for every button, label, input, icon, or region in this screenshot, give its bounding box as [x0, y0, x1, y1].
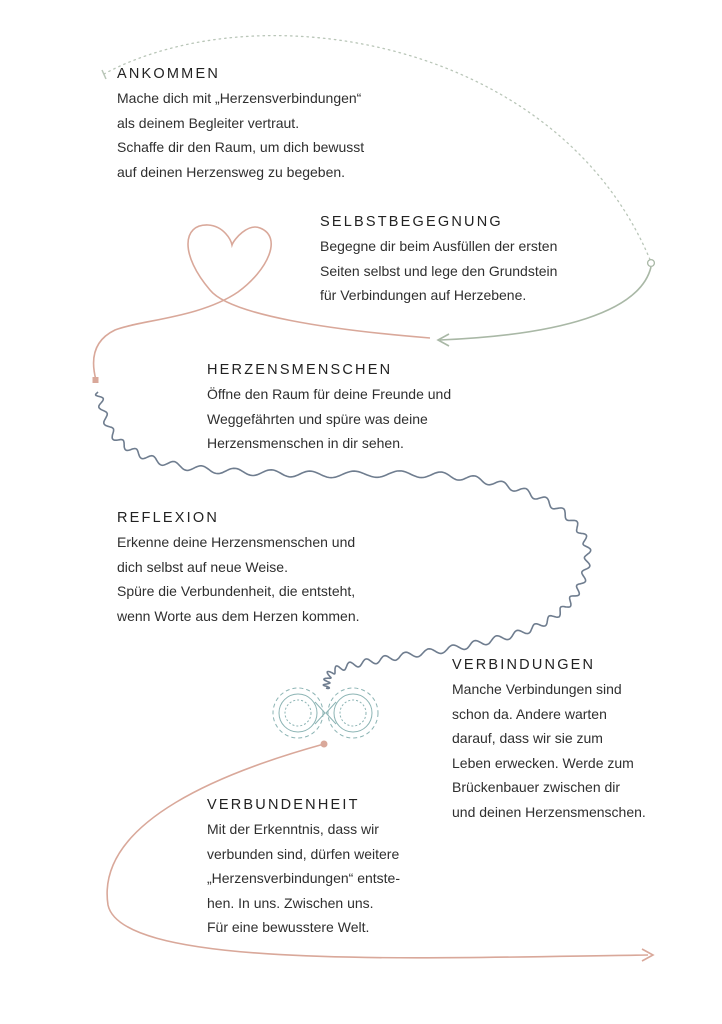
section-text-line: Erkenne deine Herzensmenschen und [117, 534, 356, 550]
section-text-line: Schaffe dir den Raum, um dich bewusst [117, 139, 365, 155]
section-text-line: Weggefährten und spüre was deine [207, 410, 428, 427]
section-text-line: hen. In uns. Zwischen uns. [207, 894, 374, 911]
section-reflexion [117, 510, 360, 628]
section-text-line: Für eine bewusstere Welt. [207, 919, 370, 935]
section-verbindungen [452, 657, 646, 824]
section-text-line: für Verbindungen auf Herzebene. [320, 287, 527, 303]
section-text-line: Begegne dir beim Ausfüllen der ersten [320, 238, 558, 254]
section-title: VERBINDUNGEN [452, 657, 596, 673]
section-selbstbegegnung [320, 214, 557, 308]
section-text-line: Herzensmenschen in dir sehen. [207, 435, 404, 451]
heart-line-end-square [93, 377, 99, 383]
section-text-line: verbunden sind, dürfen weitere [207, 845, 400, 862]
section-title: HERZENSMENSCHEN [207, 362, 393, 378]
section-text-line: „Herzensverbindungen“ entste- [207, 870, 400, 886]
section-text-line: und deinen Herzensmenschen. [452, 803, 646, 820]
infinity-ornament-icon [273, 688, 378, 738]
section-text-line: darauf, dass wir sie zum [452, 730, 603, 746]
section-text-line: auf deinen Herzensweg zu begeben. [117, 163, 346, 180]
green-path-start-dot [648, 260, 655, 267]
section-text-line: dich selbst auf neue Weise. [117, 558, 288, 575]
dotted-arc-start-mark [102, 70, 106, 79]
section-text-line: wenn Worte aus dem Herzen kommen. [117, 607, 360, 624]
section-herzensmenschen [207, 362, 451, 456]
section-text-line: Öffne den Raum für deine Freunde und [207, 386, 452, 402]
section-ankommen [117, 66, 364, 184]
section-text-line: schon da. Andere warten [452, 705, 607, 722]
section-title: ANKOMMEN [117, 66, 220, 82]
section-text-line: Spüre die Verbundenheit, die entsteht, [117, 583, 356, 599]
section-text-line: Mit der Erkenntnis, dass wir [207, 821, 379, 837]
section-verbundenheit [207, 797, 400, 940]
section-text-line: Leben erwecken. Werde zum [452, 754, 634, 771]
section-title: SELBSTBEGEGNUNG [320, 214, 503, 230]
section-title: VERBUNDENHEIT [207, 797, 360, 813]
section-text-line: Brückenbauer zwischen dir [452, 779, 621, 795]
section-text-line: Mache dich mit „Herzensverbindungen“ [117, 90, 362, 106]
section-text-line: Seiten selbst und lege den Grundstein [320, 262, 558, 279]
section-text-line: als deinem Begleiter vertraut. [117, 114, 300, 131]
section-title: REFLEXION [117, 510, 219, 526]
section-text-line: Manche Verbindungen sind [452, 681, 622, 697]
